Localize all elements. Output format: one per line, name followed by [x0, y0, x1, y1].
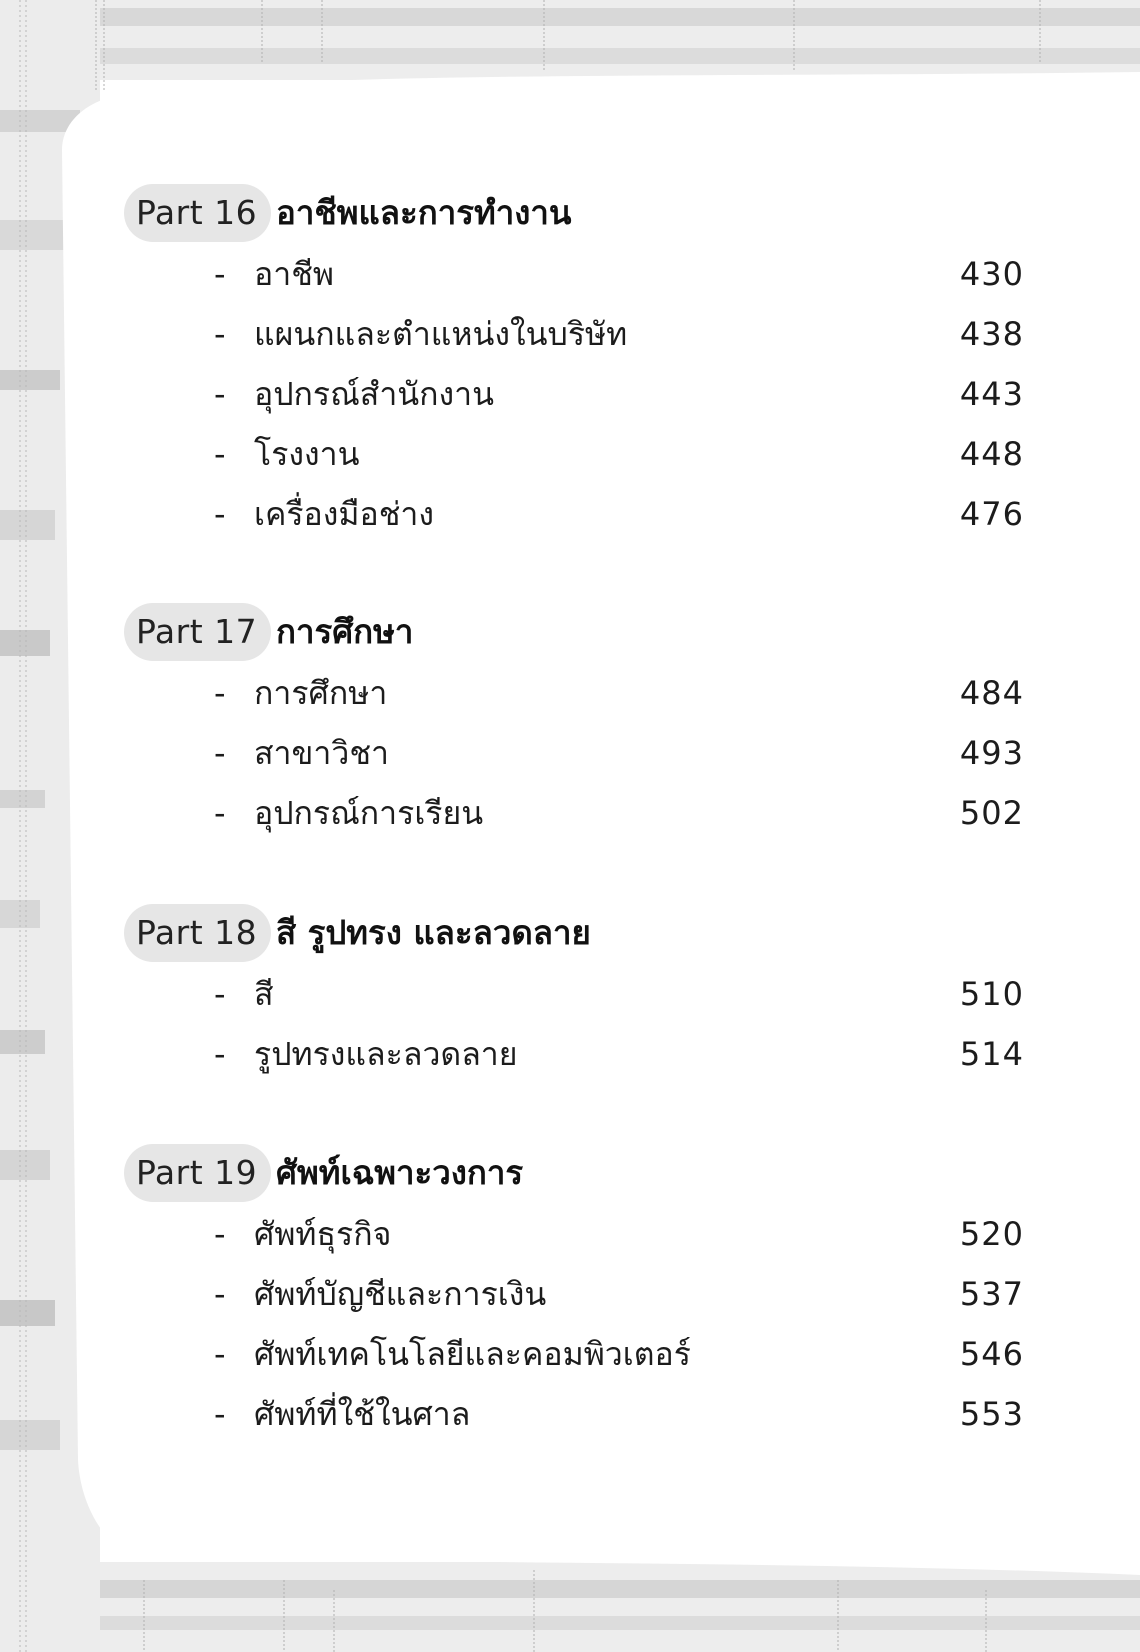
toc-entry[interactable]	[124, 1384, 1024, 1444]
entry-page-number: 430	[959, 255, 1024, 293]
entry-dash: -	[214, 1035, 226, 1073]
entry-list	[124, 663, 1024, 843]
entry-dash: -	[214, 734, 226, 772]
part-title: ศัพท์เฉพาะวงการ	[276, 1153, 524, 1192]
toc-part-18	[124, 904, 1024, 1084]
entry-page-number: 448	[959, 435, 1024, 473]
entry-dash: -	[214, 1275, 226, 1313]
entry-dash: -	[214, 794, 226, 832]
part-header	[124, 603, 1024, 661]
toc-entry[interactable]	[124, 424, 1024, 484]
entry-dash: -	[214, 315, 226, 353]
entry-label: แผนกและตำแหน่งในบริษัท	[254, 315, 628, 353]
toc-entry[interactable]	[124, 244, 1024, 304]
entry-dash: -	[214, 255, 226, 293]
entry-page-number: 537	[959, 1275, 1024, 1313]
entry-label: ศัพท์เทคโนโลยีและคอมพิวเตอร์	[254, 1335, 691, 1373]
part-title: การศึกษา	[276, 612, 414, 651]
toc-entry[interactable]	[124, 783, 1024, 843]
entry-page-number: 553	[959, 1395, 1024, 1433]
toc-entry[interactable]	[124, 1324, 1024, 1384]
entry-label: การศึกษา	[254, 674, 388, 712]
entry-dash: -	[214, 1395, 226, 1433]
toc-entry[interactable]	[124, 364, 1024, 424]
entry-label: สี	[254, 975, 274, 1013]
entry-page-number: 514	[959, 1035, 1024, 1073]
part-title: สี รูปทรง และลวดลาย	[276, 913, 591, 952]
part-label-badge: Part 18	[124, 904, 271, 962]
part-header	[124, 184, 1024, 242]
part-label-badge: Part 19	[124, 1144, 271, 1202]
entry-label: เครื่องมือช่าง	[254, 495, 434, 533]
part-header	[124, 904, 1024, 962]
toc-entry[interactable]	[124, 663, 1024, 723]
toc-part-16	[124, 184, 1024, 544]
entry-dash: -	[214, 495, 226, 533]
entry-dash: -	[214, 435, 226, 473]
entry-label: โรงงาน	[254, 435, 360, 473]
entry-label: อุปกรณ์สำนักงาน	[254, 375, 494, 413]
part-header	[124, 1144, 1024, 1202]
entry-page-number: 438	[959, 315, 1024, 353]
entry-label: ศัพท์ที่ใช้ในศาล	[254, 1395, 471, 1433]
entry-label: รูปทรงและลวดลาย	[254, 1035, 518, 1073]
entry-page-number: 546	[959, 1335, 1024, 1373]
entry-page-number: 493	[959, 734, 1024, 772]
entry-page-number: 484	[959, 674, 1024, 712]
entry-dash: -	[214, 375, 226, 413]
toc-entry[interactable]	[124, 1024, 1024, 1084]
part-label-badge: Part 17	[124, 603, 271, 661]
entry-label: อาชีพ	[254, 255, 334, 293]
toc-entry[interactable]	[124, 304, 1024, 364]
entry-dash: -	[214, 975, 226, 1013]
entry-label: สาขาวิชา	[254, 734, 389, 772]
entry-page-number: 443	[959, 375, 1024, 413]
toc-entry[interactable]	[124, 964, 1024, 1024]
entry-list	[124, 964, 1024, 1084]
part-label-badge: Part 16	[124, 184, 271, 242]
entry-page-number: 502	[959, 794, 1024, 832]
part-title: อาชีพและการทำงาน	[276, 193, 572, 232]
entry-label: อุปกรณ์การเรียน	[254, 794, 484, 832]
toc-entry[interactable]	[124, 484, 1024, 544]
toc-part-19	[124, 1144, 1024, 1444]
entry-dash: -	[214, 674, 226, 712]
entry-list	[124, 1204, 1024, 1444]
toc-entry[interactable]	[124, 1264, 1024, 1324]
toc-entry[interactable]	[124, 723, 1024, 783]
entry-page-number: 520	[959, 1215, 1024, 1253]
entry-label: ศัพท์บัญชีและการเงิน	[254, 1275, 547, 1313]
entry-page-number: 476	[959, 495, 1024, 533]
toc-part-17	[124, 603, 1024, 843]
entry-dash: -	[214, 1335, 226, 1373]
entry-list	[124, 244, 1024, 544]
entry-label: ศัพท์ธุรกิจ	[254, 1215, 392, 1253]
entry-page-number: 510	[959, 975, 1024, 1013]
toc-entry[interactable]	[124, 1204, 1024, 1264]
entry-dash: -	[214, 1215, 226, 1253]
